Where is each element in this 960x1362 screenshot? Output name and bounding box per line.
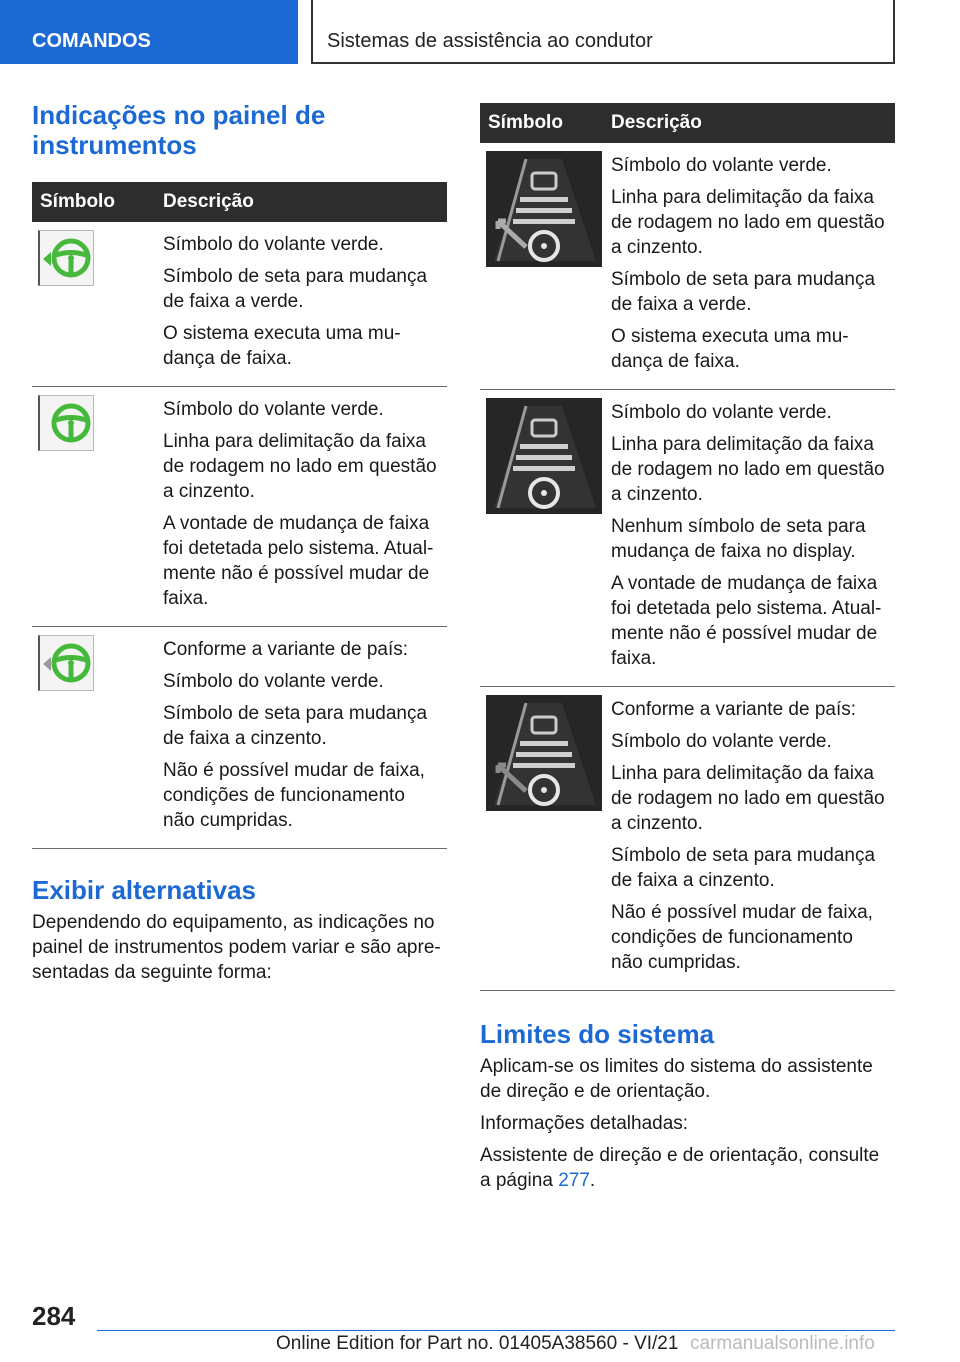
description-line: A vontade de mudança de faixa foi detetada pelo sistema. Atual-mente não é possível mudar de faixa. [163,513,434,609]
description-cell [603,143,895,390]
table-row [32,627,447,849]
description-line: Símbolo do volante verde. [163,234,384,255]
description-cell [155,627,447,849]
left-column [32,100,447,992]
symbol-cell [32,387,155,627]
reference-text: Assistente de direção e de orientação, consulte a página [480,1145,880,1191]
table-row [32,387,447,627]
table-header-row [480,103,895,143]
description-line: Conforme a variante de país: [611,699,857,720]
table-header-row [32,182,447,222]
lane-display-arrow-icon [486,151,602,267]
period: . [589,1170,596,1191]
watermark: carmanualsonline.info [690,1333,875,1354]
paragraph: Informações detalhadas: [480,1113,689,1134]
section-heading: Indicações no painel de instrumentos [32,100,326,160]
description-cell [603,390,895,687]
description-line: Símbolo de seta para mudança de faixa a verde. [163,266,428,312]
right-column [480,103,895,1200]
edition-info: Online Edition for Part no. 01405A38560 - VI/21 [276,1333,679,1354]
description-line: Linha para delimitação da faixa de rodagem no lado em questão a cinzento. [611,434,885,505]
paragraph: Aplicam-se os limites do sistema do assistente de direção e de orientação. [480,1056,873,1102]
column-header-description: Descrição [603,103,895,143]
paragraph-reference [480,1143,895,1193]
column-header-symbol: Símbolo [480,103,603,143]
description-line: O sistema executa uma mu-dança de faixa. [163,323,401,369]
description-line: A vontade de mudança de faixa foi detetada pelo sistema. Atual-mente não é possível mudar de faixa. [611,573,882,669]
symbol-cell [32,222,155,387]
section-heading-alternatives: Exibir alternativas [32,875,256,905]
section-tab: COMANDOS [0,0,298,64]
description-line: Conforme a variante de país: [163,639,409,660]
page-header [0,0,960,66]
lane-display-arrow-grey-icon [486,695,602,811]
description-line: Linha para delimitação da faixa de rodagem no lado em questão a cinzento. [611,187,885,258]
lane-display-icon [486,398,602,514]
section-heading-limits: Limites do sistema [480,1019,715,1049]
description-line: Símbolo de seta para mudança de faixa a cinzento. [163,703,428,749]
description-line: Símbolo de seta para mudança de faixa a cinzento. [611,845,876,891]
description-line: Símbolo do volante verde. [611,731,832,752]
symbol-table-alternative [480,103,895,991]
column-header-description: Descrição [155,182,447,222]
description-line: Símbolo do volante verde. [611,155,832,176]
steering-wheel-green-icon [38,395,94,451]
column-header-symbol: Símbolo [32,182,155,222]
symbol-cell [480,143,603,390]
description-line: Linha para delimitação da faixa de rodagem no lado em questão a cinzento. [611,763,885,834]
description-line: Linha para delimitação da faixa de rodagem no lado em questão a cinzento. [163,431,437,502]
description-cell [155,387,447,627]
description-line: Símbolo de seta para mudança de faixa a verde. [611,269,876,315]
footer-divider [97,1330,895,1331]
description-line: Não é possível mudar de faixa, condições de funcionamento não cumpridas. [611,902,873,973]
symbol-cell [32,627,155,849]
description-line: Símbolo do volante verde. [163,399,384,420]
description-line: Símbolo do volante verde. [163,671,384,692]
description-cell [603,687,895,991]
description-cell [155,222,447,387]
description-line: O sistema executa uma mu-dança de faixa. [611,326,849,372]
page-number: 284 [32,1301,76,1331]
description-line: Nenhum símbolo de seta para mudança de faixa no display. [611,516,866,562]
description-line: Não é possível mudar de faixa, condições de funcionamento não cumpridas. [163,760,425,831]
paragraph: Dependendo do equipamento, as indicações no painel de instrumentos podem variar e são apre-sentadas da seguinte forma: [32,912,441,983]
table-row [480,143,895,390]
symbol-cell [480,687,603,991]
symbol-table [32,182,447,849]
description-line: Símbolo do volante verde. [611,402,832,423]
chapter-title: Sistemas de assistência ao condutor [311,0,895,64]
table-row [32,222,447,387]
table-row [480,687,895,991]
steering-wheel-arrow-grey-icon [38,635,94,691]
symbol-cell [480,390,603,687]
steering-wheel-arrow-green-icon [38,230,94,286]
page-link[interactable]: 277 [558,1170,590,1191]
table-row [480,390,895,687]
